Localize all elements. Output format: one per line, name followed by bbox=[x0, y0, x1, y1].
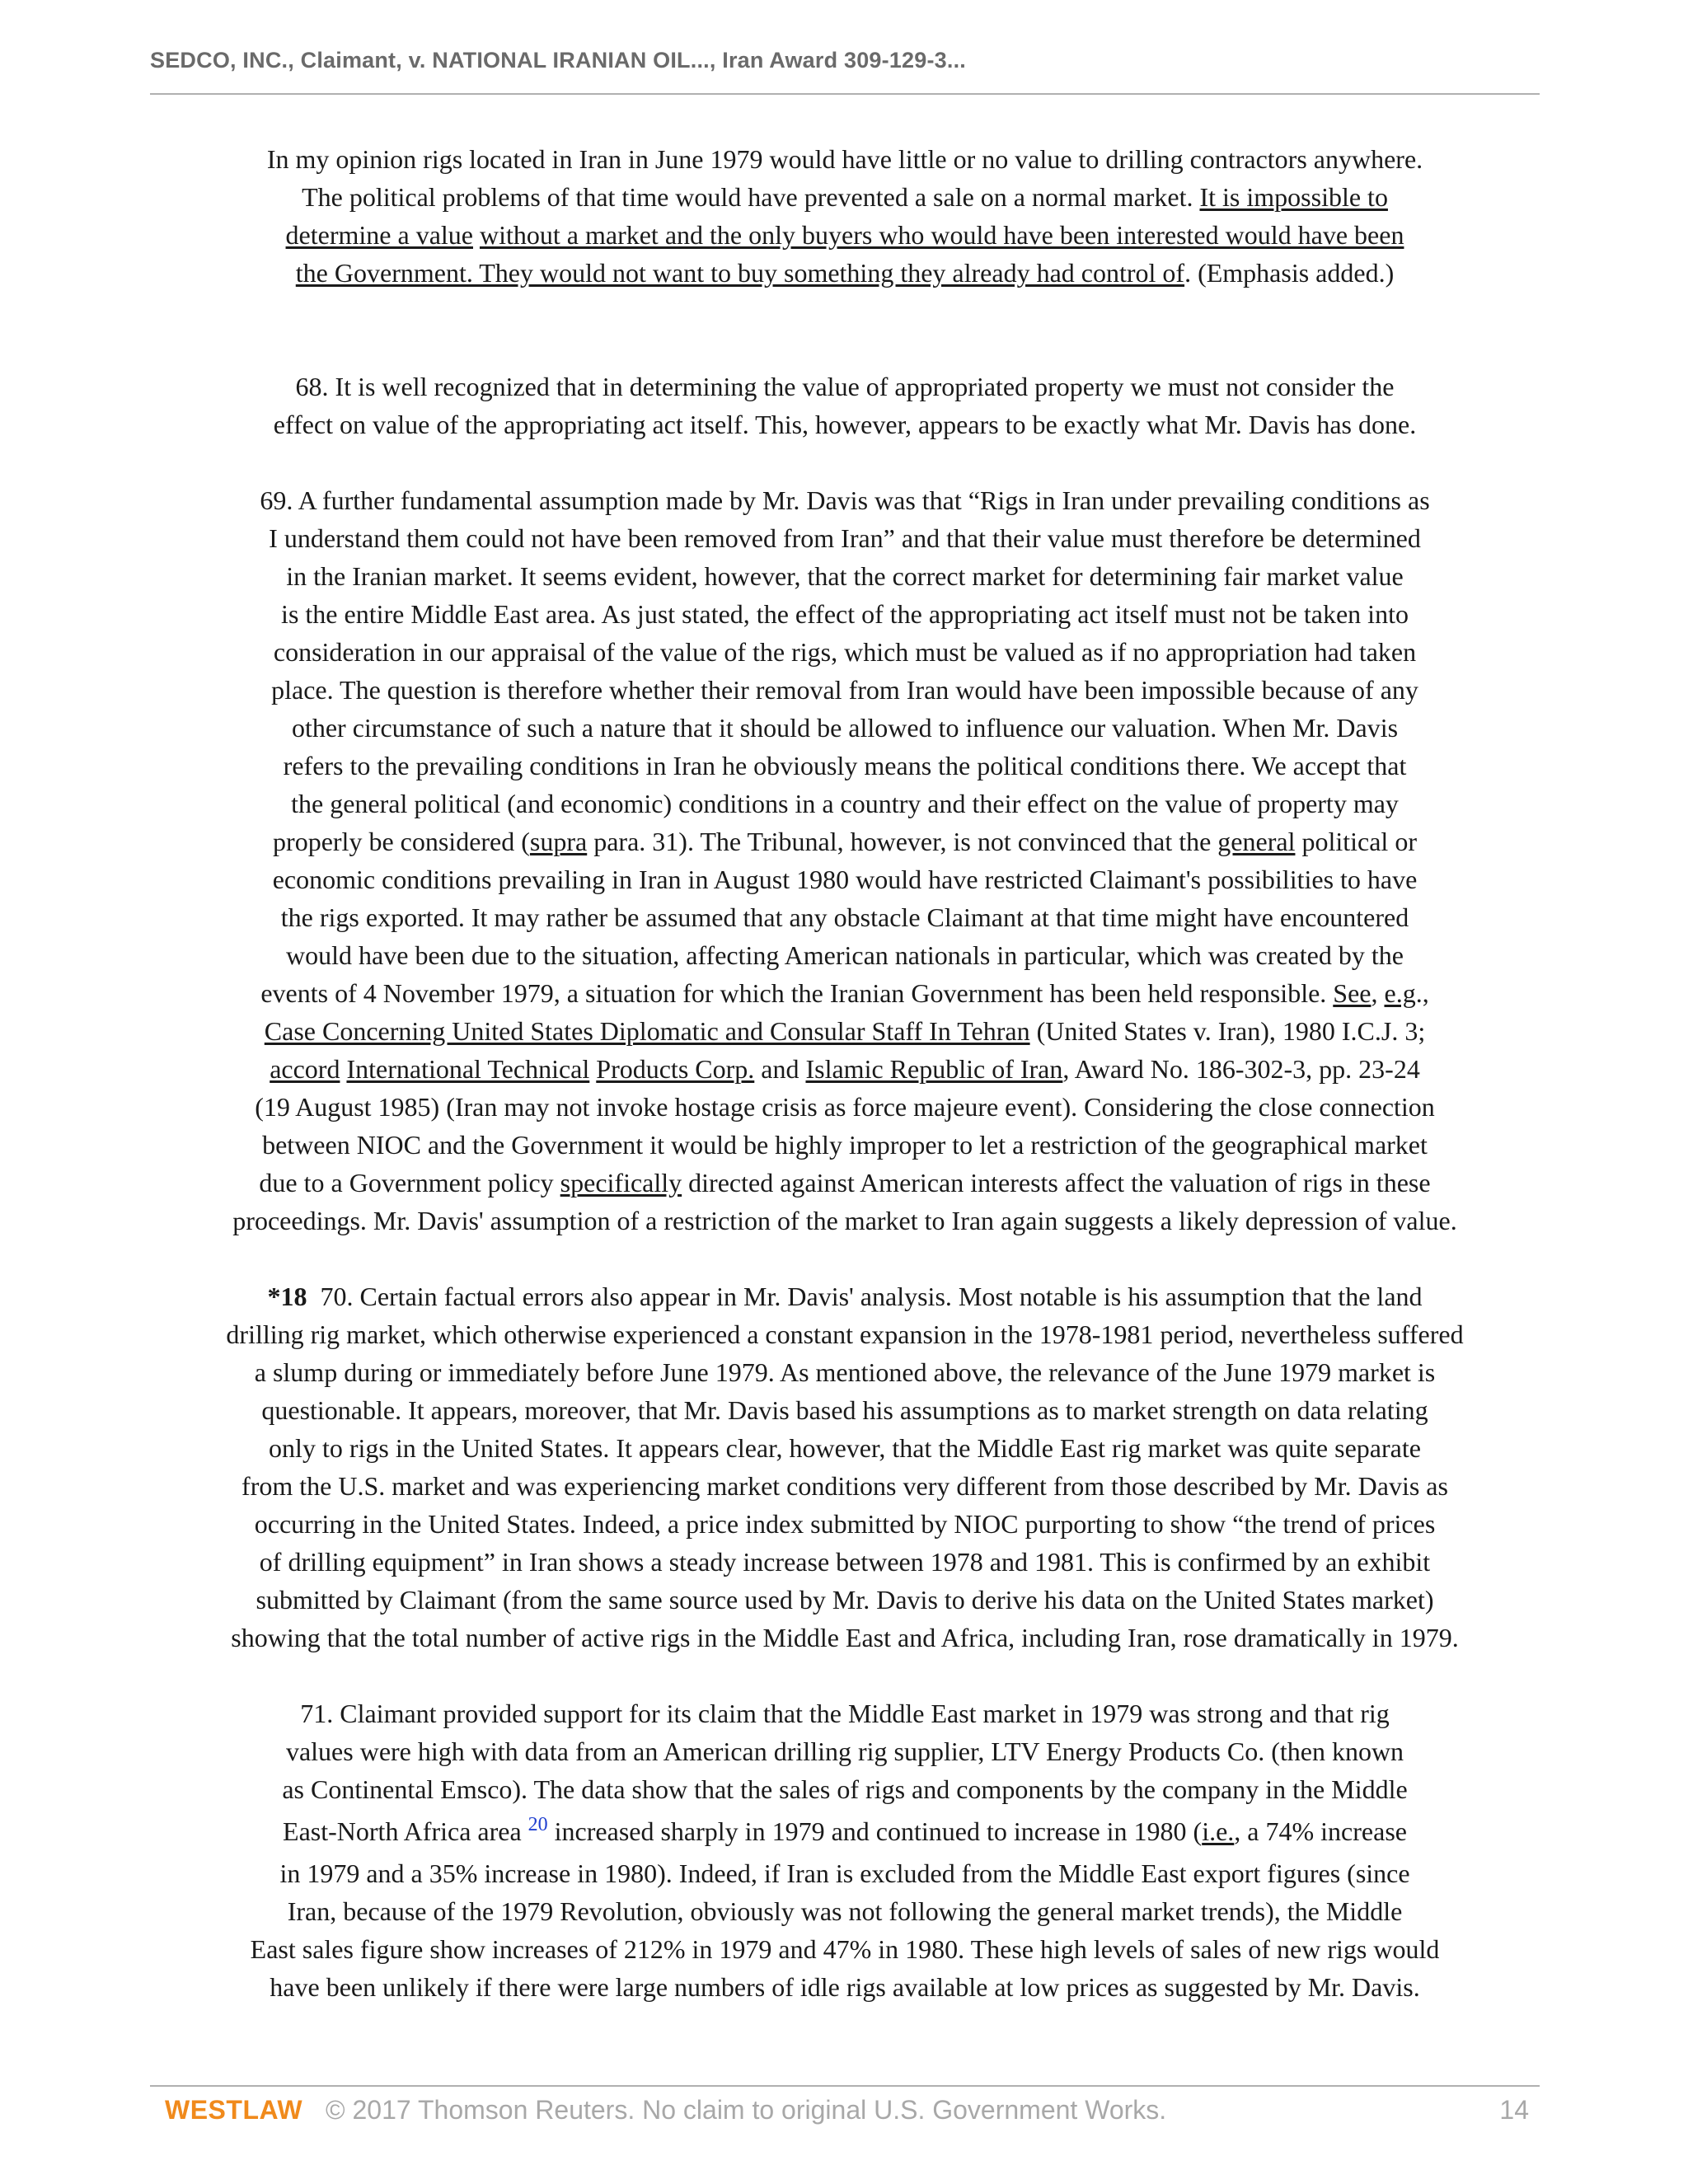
paragraph-text: directed against American interests affect the valuation of rigs in these bbox=[682, 1168, 1431, 1197]
emphasis-underline: determine a value bbox=[285, 220, 473, 250]
paragraph-line: 69. A further fundamental assumption made by Mr. Davis was that “Rigs in Iran under prevailing conditions as bbox=[260, 485, 1430, 515]
emphasis-underline: the Government. They would not want to buy something they already had control of bbox=[295, 258, 1185, 288]
paragraph-line: from the U.S. market and was experiencing market conditions very different from those described by Mr. Davis as bbox=[241, 1471, 1448, 1501]
paragraph-text: para. 31). The Tribunal, however, is not convinced that the bbox=[587, 827, 1218, 856]
paragraph-line: have been unlikely if there were large numbers of idle rigs available at low prices as suggested by Mr. Davis. bbox=[270, 1972, 1420, 2002]
footnote-link-20[interactable]: 20 bbox=[528, 1814, 548, 1835]
paragraph-line bbox=[150, 1050, 1540, 1088]
case-name-underline: International Technical bbox=[346, 1054, 590, 1084]
page-number: 14 bbox=[1499, 2095, 1529, 2125]
paragraph-line: between NIOC and the Government it would be highly improper to let a restriction of the geographical market bbox=[262, 1130, 1428, 1160]
paragraph-line: as Continental Emsco). The data show that the sales of rigs and components by the company in the Middle bbox=[282, 1774, 1408, 1804]
emphasis-underline: specifically bbox=[560, 1168, 682, 1197]
paragraph-line bbox=[150, 1012, 1540, 1050]
paragraph-line: Iran, because of the 1979 Revolution, obviously was not following the general market trends), the Middle bbox=[287, 1896, 1403, 1926]
paragraph-text: political or bbox=[1295, 827, 1417, 856]
paragraph-line: economic conditions prevailing in Iran in August 1980 would have restricted Claimant's possibilities to have bbox=[272, 865, 1418, 894]
block-quote bbox=[150, 140, 1540, 292]
westlaw-logo: WESTLAW bbox=[165, 2095, 303, 2125]
paragraph-text: due to a Government policy bbox=[259, 1168, 560, 1197]
paragraph-line: 71. Claimant provided support for its claim that the Middle East market in 1979 was strong and that rig bbox=[300, 1699, 1390, 1728]
citation-signal-accord: accord bbox=[270, 1054, 340, 1084]
paragraph-text: properly be considered ( bbox=[273, 827, 530, 856]
paragraph-line: values were high with data from an American drilling rig supplier, LTV Energy Products Co. (then known bbox=[285, 1736, 1404, 1766]
emphasis-underline: without a market and the only buyers who would have been interested would have been bbox=[479, 220, 1404, 250]
paragraph-line: the rigs exported. It may rather be assumed that any obstacle Claimant at that time might have encountered bbox=[280, 902, 1409, 932]
paragraph-line: drilling rig market, which otherwise experienced a constant expansion in the 1978-1981 period, nevertheless suffered bbox=[226, 1319, 1464, 1349]
paragraph-70 bbox=[150, 1277, 1540, 1657]
footer-divider bbox=[150, 2085, 1540, 2087]
paragraph-text: (United States v. Iran), 1980 I.C.J. 3; bbox=[1029, 1016, 1426, 1046]
paragraph-line: consideration in our appraisal of the value of the rigs, which must be valued as if no appropriation had taken bbox=[273, 637, 1417, 667]
paragraph-line: is the entire Middle East area. As just stated, the effect of the appropriating act itself must not be taken into bbox=[281, 599, 1409, 629]
quote-line bbox=[150, 178, 1540, 216]
paragraph-line: submitted by Claimant (from the same source used by Mr. Davis to derive his data on the United States market) bbox=[256, 1585, 1434, 1615]
quote-line bbox=[150, 216, 1540, 254]
paragraph-text: increased sharply in 1979 and continued to increase in 1980 ( bbox=[547, 1816, 1203, 1846]
paragraph-line: place. The question is therefore whether their removal from Iran would have been impossible because of any bbox=[271, 675, 1418, 705]
paragraph-line: questionable. It appears, moreover, that Mr. Davis based his assumptions as to market strength on data relating bbox=[261, 1395, 1428, 1425]
document-header-title: SEDCO, INC., Claimant, v. NATIONAL IRANIAN OIL..., Iran Award 309-129-3... bbox=[150, 48, 967, 73]
page-footer bbox=[165, 2095, 1529, 2125]
paragraph-line: the general political (and economic) conditions in a country and their effect on the value of property may bbox=[291, 789, 1399, 818]
emphasis-underline: It is impossible to bbox=[1199, 182, 1388, 212]
citation-link-ie[interactable]: i.e. bbox=[1202, 1816, 1235, 1846]
paragraph-line: occurring in the United States. Indeed, a price index submitted by NIOC purporting to show “the trend of prices bbox=[254, 1509, 1436, 1539]
paragraph-line: a slump during or immediately before June 1979. As mentioned above, the relevance of the June 1979 market is bbox=[254, 1357, 1436, 1387]
paragraph-text: events of 4 November 1979, a situation for which the Iranian Government has been held responsible. bbox=[260, 978, 1334, 1008]
paragraph-line: refers to the prevailing conditions in Iran he obviously means the political conditions there. We accept that bbox=[283, 751, 1407, 780]
paragraph-68 bbox=[150, 368, 1540, 443]
paragraph-line: East sales figure show increases of 212% in 1979 and 47% in 1980. These high levels of sales of new rigs would bbox=[250, 1934, 1440, 1964]
paragraph-text: and bbox=[754, 1054, 806, 1084]
paragraph-line: other circumstance of such a nature that it should be allowed to influence our valuation. When Mr. Davis bbox=[291, 713, 1399, 743]
quote-line bbox=[150, 254, 1540, 292]
document-body bbox=[150, 140, 1540, 2006]
quote-line: In my opinion rigs located in Iran in June 1979 would have little or no value to drilling contractors anywhere. bbox=[266, 144, 1423, 174]
paragraph-line: proceedings. Mr. Davis' assumption of a restriction of the market to Iran again suggests a likely depression of value. bbox=[232, 1206, 1457, 1235]
paragraph-line bbox=[150, 1277, 1540, 1315]
header-divider bbox=[150, 93, 1540, 95]
paragraph-text: 70. Certain factual errors also appear in Mr. Davis' analysis. Most notable is his assumption that the land bbox=[320, 1282, 1423, 1311]
paragraph-text: , a 74% increase bbox=[1234, 1816, 1407, 1846]
paragraph-line: in the Iranian market. It seems evident, however, that the correct market for determining fair market value bbox=[286, 561, 1404, 591]
paragraph-line: only to rigs in the United States. It appears clear, however, that the Middle East rig market was quite separate bbox=[269, 1433, 1421, 1463]
paragraph-line bbox=[150, 1164, 1540, 1202]
paragraph-line: would have been due to the situation, affecting American nationals in particular, which was created by the bbox=[286, 940, 1404, 970]
paragraph-line bbox=[150, 974, 1540, 1012]
paragraph-line: (19 August 1985) (Iran may not invoke hostage crisis as force majeure event). Considering the close connection bbox=[255, 1092, 1435, 1122]
paragraph-line bbox=[150, 1808, 1540, 1854]
star-page-marker: *18 bbox=[267, 1282, 307, 1311]
copyright-notice: © 2017 Thomson Reuters. No claim to original U.S. Government Works. bbox=[326, 2095, 1167, 2125]
case-name-underline: Islamic Republic of Iran bbox=[805, 1054, 1063, 1084]
case-citation-link[interactable]: Case Concerning United States Diplomatic and Consular Staff In Tehran bbox=[264, 1016, 1030, 1046]
citation-link-see[interactable]: See bbox=[1333, 978, 1372, 1008]
quote-text: The political problems of that time would have prevented a sale on a normal market. bbox=[302, 182, 1200, 212]
paragraph-text: , bbox=[1371, 978, 1385, 1008]
paragraph-text: East-North Africa area bbox=[283, 1816, 528, 1846]
paragraph-line: 68. It is well recognized that in determining the value of appropriated property we must not consider the bbox=[295, 372, 1395, 401]
paragraph-line: of drilling equipment” in Iran shows a steady increase between 1978 and 1981. This is confirmed by an exhibit bbox=[259, 1547, 1431, 1577]
paragraph-line bbox=[150, 823, 1540, 860]
emphasis-underline: general bbox=[1217, 827, 1296, 856]
paragraph-line: showing that the total number of active rigs in the Middle East and Africa, including Iran, rose dramatically in 1979. bbox=[231, 1623, 1459, 1652]
paragraph-line: I understand them could not have been removed from Iran” and that their value must therefore be determined bbox=[269, 523, 1421, 553]
paragraph-line: effect on value of the appropriating act itself. This, however, appears to be exactly what Mr. Davis has done. bbox=[273, 410, 1417, 439]
paragraph-69 bbox=[150, 481, 1540, 1240]
quote-text: . (Emphasis added.) bbox=[1184, 258, 1395, 288]
citation-link-eg[interactable]: e.g bbox=[1384, 978, 1416, 1008]
paragraph-line: in 1979 and a 35% increase in 1980). Indeed, if Iran is excluded from the Middle East export figures (since bbox=[279, 1858, 1410, 1888]
case-name-underline: Products Corp. bbox=[596, 1054, 755, 1084]
italic-citation-supra: supra bbox=[529, 827, 588, 856]
paragraph-text: , Award No. 186-302-3, pp. 23-24 bbox=[1062, 1054, 1420, 1084]
paragraph-71 bbox=[150, 1694, 1540, 2006]
paragraph-text: ., bbox=[1415, 978, 1429, 1008]
